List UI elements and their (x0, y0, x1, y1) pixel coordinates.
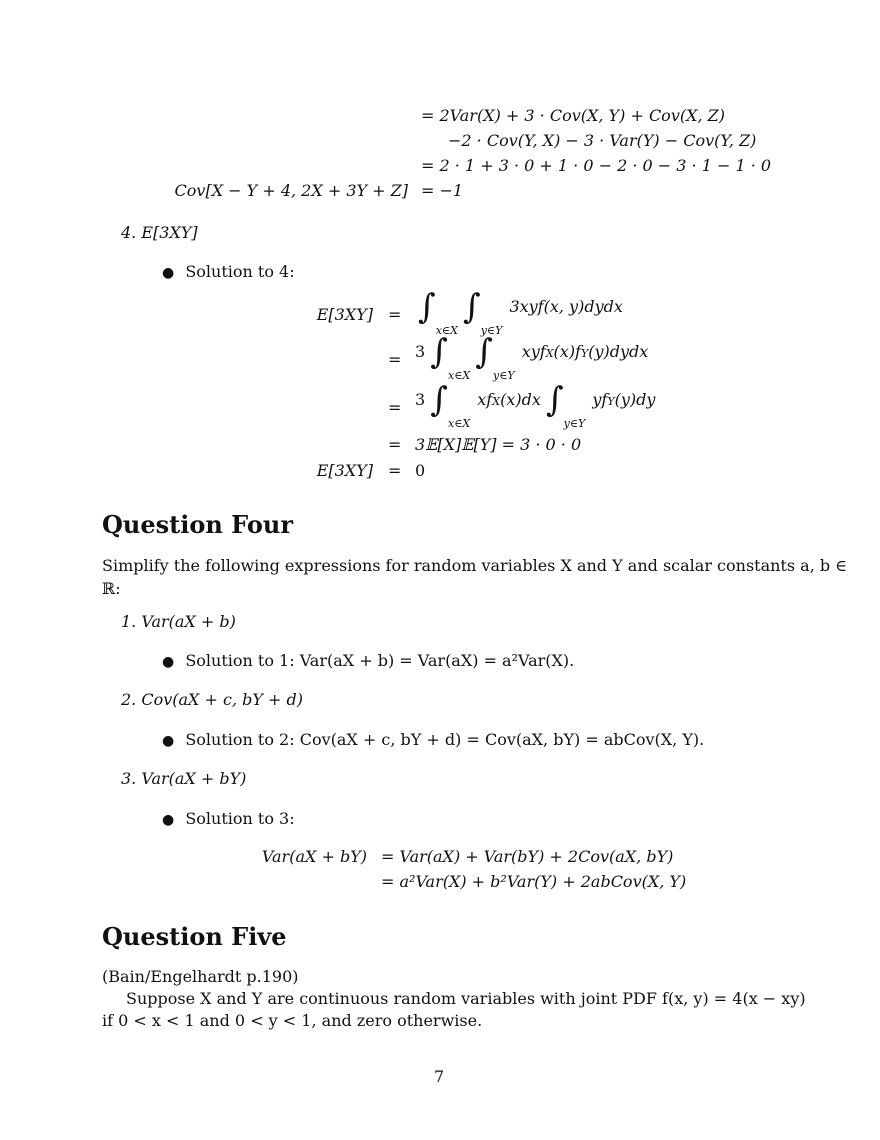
list-item-3-solution: ● Solution to 3: (162, 809, 295, 828)
derivation-line-4: = −1 (421, 181, 464, 200)
question-four-intro-line-2: ℝ: (102, 579, 121, 598)
list-item-1-label: 1. Var(aX + b) (121, 612, 236, 631)
bullet-icon: ● (162, 654, 175, 670)
eq-line-3: 3 $\int_{x\in X}$ xfX(x)dx $\int_{y\in Y}$ yfY(y)dy (415, 380, 656, 430)
eq-equals-3: = (388, 398, 402, 417)
derivation-line-2: −2 · Cov(Y, X) − 3 · Var(Y) − Cov(Y, Z) (448, 131, 757, 150)
eq-equals-5: = (388, 461, 402, 480)
bullet-icon: ● (162, 733, 175, 749)
question-four-intro-line-1: Simplify the following expressions for random variables X and Y and scalar constants a, b ∈ (102, 556, 848, 575)
eq3-line-1: = Var(aX) + Var(bY) + 2Cov(aX, bY) (381, 847, 674, 866)
derivation-lhs-4: Cov[X − Y + 4, 2X + 3Y + Z] (174, 181, 408, 200)
eq-equals-4: = (388, 435, 402, 454)
eq-lhs-5: E[3XY] (316, 461, 373, 480)
integral-icon: ∫ (545, 380, 564, 420)
list-item-2-solution: ● Solution to 2: Cov(aX + c, bY + d) = Cov(aX, bY) = abCov(X, Y). (162, 730, 705, 749)
list-item-4-solution (162, 262, 295, 281)
section-heading-question-five: Question Five (102, 922, 287, 951)
derivation-line-3: = 2 · 1 + 3 · 0 + 1 · 0 − 2 · 0 − 3 · 1 − 1 · 0 (421, 156, 772, 175)
eq-line-4: 3𝔼[X]𝔼[Y] = 3 · 0 · 0 (415, 435, 582, 454)
integral-icon: ∫ (463, 287, 481, 327)
question-five-para-line-1: Suppose X and Y are continuous random variables with joint PDF f(x, y) = 4(x − xy) (126, 989, 806, 1008)
list-item-1-solution: ● Solution to 1: Var(aX + b) = Var(aX) = a²Var(X). (162, 651, 575, 670)
bullet-icon: ● (162, 812, 175, 828)
integral-icon: ∫ (430, 332, 448, 372)
eq-lhs-1: E[3XY] (316, 305, 373, 324)
integral-icon: ∫ (430, 380, 448, 420)
eq-line-2: 3 $\int_{x\in X}$ $\int_{y\in Y}$ xyfX(x)fY(y)dydx (415, 332, 649, 382)
eq3-line-2: = a²Var(X) + b²Var(Y) + 2abCov(X, Y) (381, 872, 687, 891)
eq-equals-1: = (388, 305, 402, 324)
integral-icon: ∫ (418, 287, 436, 327)
list-item-3-label: 3. Var(aX + bY) (121, 769, 247, 788)
integral-icon: ∫ (475, 332, 493, 372)
list-item-2-label: 2. Cov(aX + c, bY + d) (121, 690, 304, 709)
eq-equals-2: = (388, 350, 402, 369)
page-number: 7 (434, 1067, 445, 1086)
question-five-para-line-2: if 0 < x < 1 and 0 < y < 1, and zero otherwise. (102, 1011, 483, 1030)
eq-line-5: 0 (415, 461, 426, 480)
solution-label: Solution to 4: (185, 262, 295, 281)
list-item-4-label: 4. E[3XY] (121, 223, 198, 242)
bullet-icon: ● (162, 265, 175, 281)
question-five-source: (Bain/Engelhardt p.190) (102, 967, 299, 986)
section-heading-question-four: Question Four (102, 510, 293, 539)
eq-line-1: $\int_{x\in X}$ $\int_{y\in Y}$ 3xyf(x, y)dydx (418, 287, 623, 337)
derivation-line-1: = 2Var(X) + 3 · Cov(X, Y) + Cov(X, Z) (421, 106, 726, 125)
eq3-lhs: Var(aX + bY) (261, 847, 367, 866)
